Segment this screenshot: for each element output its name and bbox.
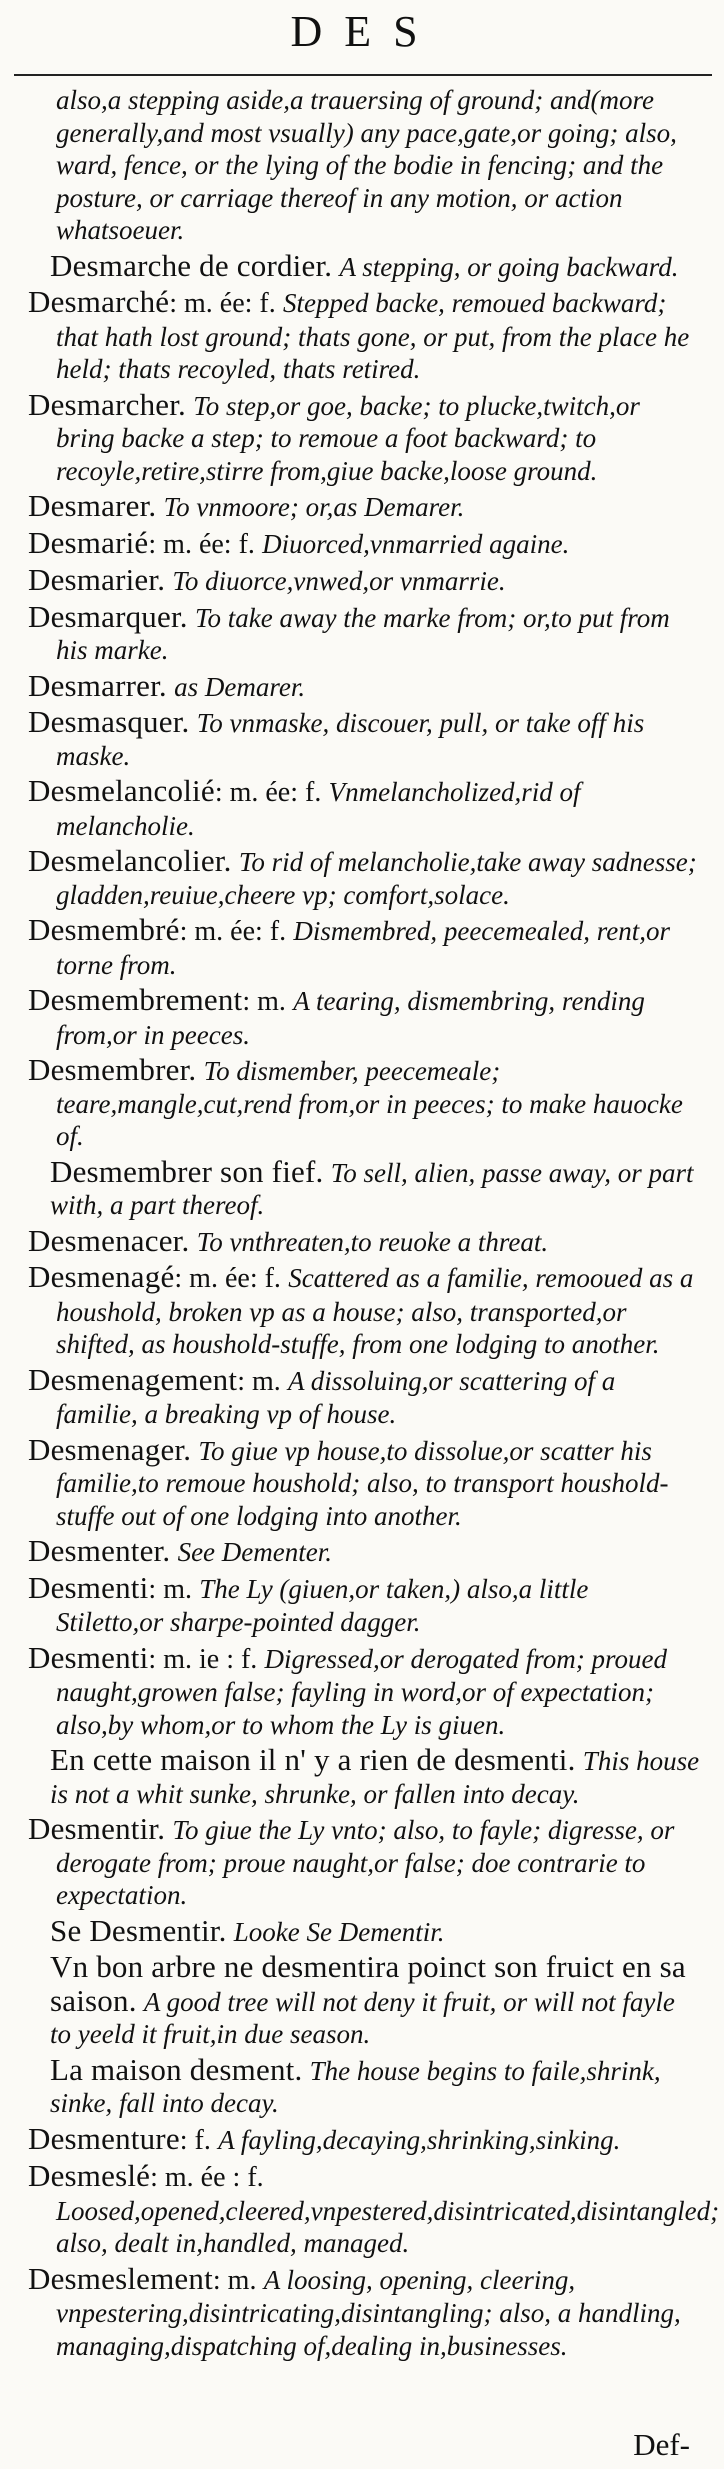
entry-headword: Desmeslement [28,2260,213,2296]
dictionary-entry [28,1535,702,1569]
entry-definition: A fayling,decaying,shrinking,sinking. [218,2124,621,2155]
dictionary-entry [28,524,702,562]
entry-headword: Desmenagé [28,1259,175,1294]
dictionary-entry [28,1951,702,2051]
dictionary-entry [28,984,702,1051]
entry-grammar: : m. [237,1365,281,1397]
entry-definition: as Demarer. [174,671,306,702]
entry-grammar: : m. ée : f. [150,2162,264,2193]
dictionary-entry [28,775,702,842]
entry-grammar: : m. ée: f. [148,528,255,560]
entry-headword: Desmelancolié [28,773,215,808]
entry-headword: Desmembrer son fief. [50,1153,324,1189]
entry-headword: Desmembré [28,912,180,947]
entry-definition: To step,or goe, backe; to plucke,twitch,or bring backe a step; to remoue a foot backward; to recoyle,retire,stirre from,giue backe,loose ground. [56,390,640,486]
entry-definition: To sell, alien, passe away, or part with, a part thereof. [50,1157,694,1220]
entry-definition: To rid of melancholie,take away sadnesse; gladden,reuiue,cheere vp; comfort,solace. [56,847,697,910]
entry-definition: To diuorce,vnwed,or vnmarrie. [172,566,506,596]
entry-list [28,84,720,2362]
entry-headword: Desmarcher. [28,386,186,422]
entry-definition: To giue the Ly vnto; also, to fayle; digresse, or derogate from; proue naught,or false; doe contrarie to expectation. [56,1815,675,1910]
dictionary-entry [28,598,702,667]
dictionary-entry [28,1054,702,1153]
entry-definition: Looke Se Dementir. [233,1916,445,1947]
entry-headword: Desmenture [28,2120,180,2156]
dictionary-entry [28,2260,702,2363]
entry-grammar: : m. ée: f. [169,288,276,319]
dictionary-entry [28,706,702,772]
entry-headword: Desmenti [28,1639,149,1675]
entry-headword: Desmenti [28,1569,149,1605]
entry-headword: Desmenagement [28,1361,238,1397]
entry-headword: Desmarche de cordier. [50,247,333,283]
entry-headword: Vn bon arbre ne desmentira poinct son fruict en sa saison. [50,1949,686,2018]
dictionary-entry [28,1813,702,1912]
entry-definition: This house is not a whit sunke, shrunke, or fallen into decay. [50,1746,700,1809]
entry-definition: To vnthreaten,to reuoke a threat. [196,1226,549,1257]
entry-definition: Digressed,or derogated from; proued naught,growen false; fayling in word,or of expectation; also,by whom,or to whom the Ly is giuen. [56,1643,668,1740]
dictionary-entry [28,845,702,911]
entry-grammar: : m. ée: f. [214,777,322,808]
entry-grammar: : m. ée: f. [179,916,287,947]
entry-headword: Desmarrer. [28,667,167,703]
dictionary-entry [28,1639,702,1742]
entry-grammar: : m. ie : f. [148,1643,258,1675]
running-header: DES [290,7,440,56]
entry-definition: A tearing, dismembring, rending from,or in peeces. [56,986,645,1050]
entry-grammar: : m. ée: f. [174,1263,281,1294]
entry-definition: A stepping, or going backward. [339,251,679,282]
entry-definition: To vnmaske, discouer, pull, or take off his maske. [56,708,645,771]
entry-headword: Desmenacer. [28,1222,190,1258]
dictionary-entry [28,1912,702,1949]
entry-definition: A good tree will not deny it fruit, or will not fayle to yeeld it fruit,in due season. [50,1986,675,2049]
dictionary-entry [28,2120,702,2158]
dictionary-entry [28,1569,702,1639]
entry-definition: Stepped backe, remoued backward; that hath lost ground; thats gone, or put, from the place he held; thats recoyled, thats retired. [56,288,690,384]
dictionary-entry [28,1222,702,1259]
entry-grammar: : m. [212,2264,257,2296]
entry-headword: La maison desment. [50,2051,303,2087]
entry-grammar: : m. [242,986,286,1017]
dictionary-entry [28,286,702,386]
entry-definition: To vnmoore; or,as Demarer. [163,492,465,522]
entry-headword: Se Desmentir. [50,1912,227,1948]
dictionary-entry [28,1361,702,1431]
entry-definition: Vnmelancholized,rid of melancholie. [56,777,581,841]
entry-headword: Desmasquer. [28,704,190,739]
dictionary-entry [28,1261,702,1361]
entry-headword: Desmarer. [28,488,157,523]
entry-headword: Desmelancolier. [28,843,232,878]
entry-headword: Desmenter. [28,1533,171,1568]
entry-headword: En cette maison il n' y a rien de desmenti. [50,1742,576,1777]
entry-definition: Dismembred, peecemealed, rent,or torne from. [56,916,670,980]
entry-headword: Desmentir. [28,1811,166,1846]
entry-headword: Desmenager. [28,1431,192,1467]
entry-definition: See Dementer. [177,1537,333,1567]
entry-headword: Desmeslé [28,2158,151,2193]
dictionary-entry [28,1744,702,1810]
entry-definition: Loosed,opened,cleered,vnpestered,disintricated,disintangled; also, dealt in,handled, managed. [56,2195,720,2258]
dictionary-entry [28,84,702,247]
entry-definition: A loosing, opening, cleering, vnpestering,disintricating,disintangling; also, a handling, managing,dispatching of,dealing in,businesses. [56,2264,681,2361]
entry-grammar: : f. [179,2124,211,2156]
entry-headword: Desmarié [28,524,149,560]
entry-definition: Diuorced,vnmarried againe. [262,528,570,559]
dictionary-entry [28,564,702,598]
dictionary-entry [28,386,702,488]
header-rule [14,74,712,76]
catchword: Def- [633,2427,690,2462]
entry-headword: Desmembrer. [28,1052,197,1087]
entry-definition: To take away the marke from; or,to put from his marke. [56,602,670,665]
dictionary-entry [28,667,702,704]
entry-headword: Desmarquer. [28,598,188,634]
entry-definition: To giue vp house,to dissolue,or scatter his familie,to remoue houshold; also, to transport houshold-stuffe out of one lodging into another. [56,1435,669,1531]
entry-headword: Desmarier. [28,562,166,597]
dictionary-entry [28,2158,720,2260]
entry-grammar: : m. [148,1573,192,1605]
entry-definition: A dissoluing,or scattering of a familie, a breaking vp of house. [56,1365,616,1429]
dictionary-entry [28,247,702,284]
entry-definition: To dismember, peecemeale; teare,mangle,cut,rend from,or in peeces; to make hauocke of. [56,1056,683,1151]
entry-definition: also,a stepping aside,a trauersing of ground; and(more generally,and most vsually) any pace,gate,or going; also, ward, fence, or the lying of the bodie in fencing; and the posture, or carriage thereof in any motion, or action whatsoeuer. [56,85,677,245]
entry-headword: Desmembrement [28,982,243,1017]
entry-definition: Scattered as a familie, remooued as a houshold, broken vp as a house; also, transported,or shifted, as houshold-stuffe, from one lodging to another. [56,1263,694,1359]
entry-definition: The Ly (giuen,or taken,) also,a little Stiletto,or sharpe-pointed dagger. [56,1573,589,1637]
dictionary-entry [28,914,702,981]
dictionary-entry [28,1153,702,1222]
entry-headword: Desmarché [28,284,170,319]
dictionary-entry [28,2051,702,2120]
entry-definition: The house begins to faile,shrink, sinke, fall into decay. [50,2055,661,2118]
dictionary-entry [28,1431,702,1533]
dictionary-entry [28,490,702,524]
